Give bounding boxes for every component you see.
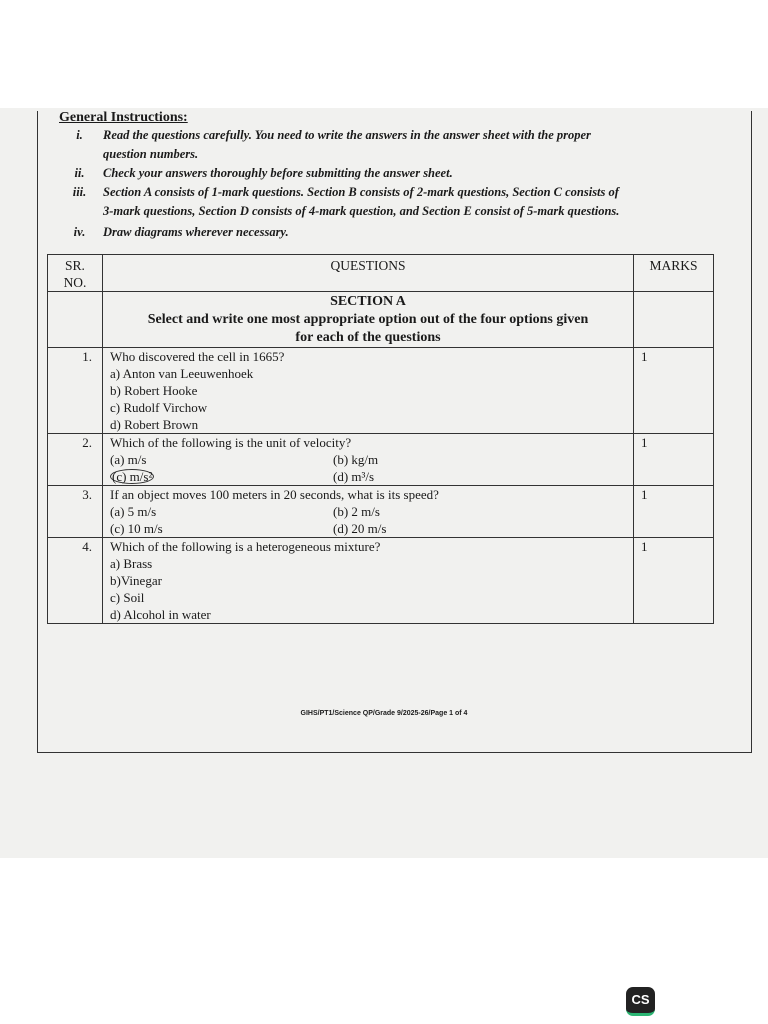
option: (a) 5 m/s bbox=[110, 504, 157, 519]
question-text: Who discovered the cell in 1665? bbox=[110, 349, 285, 364]
question-number: 3. bbox=[48, 486, 103, 538]
question-cell bbox=[103, 348, 634, 434]
question-text: Which of the following is a heterogeneous mixture? bbox=[110, 539, 381, 554]
option: (b) kg/m bbox=[333, 452, 379, 467]
question-row bbox=[48, 348, 714, 434]
question-row bbox=[48, 538, 714, 624]
instruction-number: i. bbox=[76, 128, 83, 142]
page-footer: GIHS/PT1/Science QP/Grade 9/2025-26/Page 1 of 4 bbox=[300, 710, 468, 717]
instruction-number: ii. bbox=[74, 166, 85, 180]
question-row bbox=[48, 486, 714, 538]
marks-value: 1 bbox=[634, 348, 714, 434]
questions-table bbox=[47, 254, 714, 624]
section-instruction: Select and write one most appropriate option out of the four options given bbox=[147, 312, 589, 327]
questions-header: QUESTIONS bbox=[103, 255, 634, 292]
question-number: 2. bbox=[48, 434, 103, 486]
instruction-number: iii. bbox=[72, 185, 87, 199]
instruction-item bbox=[56, 223, 736, 242]
instruction-item bbox=[56, 164, 736, 183]
section-instruction: for each of the questions bbox=[295, 330, 441, 345]
option: d) Robert Brown bbox=[110, 417, 199, 432]
section-heading bbox=[103, 292, 634, 348]
question-text: Which of the following is the unit of velocity? bbox=[110, 435, 352, 450]
question-number: 4. bbox=[48, 538, 103, 624]
option: c) Soil bbox=[110, 590, 145, 605]
sr-no-header: SR. NO. bbox=[48, 255, 103, 292]
instruction-text: Read the questions carefully. You need to write the answers in the answer sheet with the proper question numbers. bbox=[103, 128, 591, 161]
option: b)Vinegar bbox=[110, 573, 162, 588]
marks-value: 1 bbox=[634, 434, 714, 486]
instruction-text: Draw diagrams wherever necessary. bbox=[103, 225, 289, 239]
instruction-item bbox=[56, 183, 736, 221]
marks-value: 1 bbox=[634, 538, 714, 624]
question-text: If an object moves 100 meters in 20 seconds, what is its speed? bbox=[110, 487, 439, 502]
option: a) Brass bbox=[110, 556, 153, 571]
question-number: 1. bbox=[48, 348, 103, 434]
marks-header: MARKS bbox=[634, 255, 714, 292]
instruction-number: iv. bbox=[73, 225, 86, 239]
option-circled bbox=[110, 468, 333, 485]
question-cell bbox=[103, 538, 634, 624]
question-row bbox=[48, 434, 714, 486]
section-row bbox=[48, 292, 714, 348]
option: (c) m/s² bbox=[112, 469, 153, 484]
instruction-text: Check your answers thoroughly before submitting the answer sheet. bbox=[103, 166, 453, 180]
option: d) Alcohol in water bbox=[110, 607, 211, 622]
option: (d) m³/s bbox=[333, 469, 375, 484]
table-header-row bbox=[48, 255, 714, 292]
option: (b) 2 m/s bbox=[333, 504, 380, 519]
question-cell bbox=[103, 434, 634, 486]
option: (c) 10 m/s bbox=[110, 521, 163, 536]
marks-value: 1 bbox=[634, 486, 714, 538]
option: b) Robert Hooke bbox=[110, 383, 198, 398]
option: (a) m/s bbox=[110, 452, 147, 467]
instruction-item bbox=[56, 126, 736, 164]
question-cell bbox=[103, 486, 634, 538]
option: a) Anton van Leeuwenhoek bbox=[110, 366, 254, 381]
instruction-text: Section A consists of 1-mark questions. Section B consists of 2-mark questions, Section C consists of 3-mark questions, Section D consists of 4-mark question, and Section E consist of 5-mark questions. bbox=[103, 185, 620, 218]
option: (d) 20 m/s bbox=[333, 521, 387, 536]
camscanner-logo-icon: CS bbox=[626, 987, 655, 1016]
general-instructions-title: General Instructions: bbox=[59, 110, 188, 125]
option: c) Rudolf Virchow bbox=[110, 400, 208, 415]
section-title: SECTION A bbox=[330, 294, 406, 309]
